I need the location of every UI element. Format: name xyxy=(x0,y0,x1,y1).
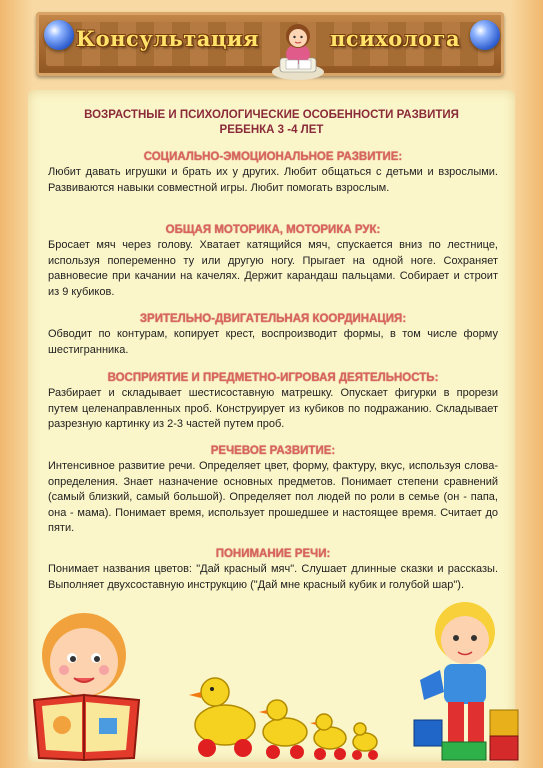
section-text: Любит давать игрушки и брать их у других. Любит общаться с детьми и взрослыми. Развиваются навыки совместной игры. Любит помогать взрослым. xyxy=(48,166,498,194)
section-visual-motor xyxy=(48,313,498,358)
section-motor-skills xyxy=(48,224,498,300)
section-text: Обводит по контурам, копирует крест, воспроизводит формы, в том числе форму шестигранника. xyxy=(48,328,498,356)
section-social-emotional xyxy=(48,151,498,196)
section-heading: РЕЧЕВОЕ РАЗВИТИЕ: xyxy=(210,445,336,457)
document-title xyxy=(55,108,488,138)
section-speech-development xyxy=(48,445,498,537)
document-title-line2: РЕБЕНКА 3 -4 ЛЕТ xyxy=(219,124,324,136)
toy-ducks-train-illustration xyxy=(185,670,385,762)
section-text: Понимает названия цветов: "Дай красный мяч". Слушает длинные сказки и рассказы. Выполняет двухсоставную инструкцию ("Дай мне красный кубик и голубой шар"). xyxy=(48,563,498,591)
section-text: Разбирает и складывает шестисоставную матрешку. Опускает фигурки в прорези путем целенаправленных проб. Конструирует из кубиков по подражанию. Складывает разрезную картинку из 2-3 частей путем проб. xyxy=(48,387,498,431)
psychologist-avatar-icon xyxy=(268,14,328,84)
section-heading: ОБЩАЯ МОТОРИКА, МОТОРИКА РУК: xyxy=(165,224,381,236)
child-reading-book-illustration xyxy=(14,600,164,765)
section-perception-play xyxy=(48,372,498,433)
section-heading: ВОСПРИЯТИЕ И ПРЕДМЕТНО-ИГРОВАЯ ДЕЯТЕЛЬНОСТЬ: xyxy=(107,372,439,384)
section-heading: ЗРИТЕЛЬНО-ДВИГАТЕЛЬНАЯ КООРДИНАЦИЯ: xyxy=(139,313,407,325)
section-heading: ПОНИМАНИЕ РЕЧИ: xyxy=(215,548,331,560)
document-title-line1: ВОЗРАСТНЫЕ И ПСИХОЛОГИЧЕСКИЕ ОСОБЕННОСТИ РАЗВИТИЯ xyxy=(84,109,459,121)
blue-ball-icon xyxy=(44,20,74,50)
header-word-consultation: Консультация xyxy=(76,26,259,51)
blue-ball-icon xyxy=(470,20,500,50)
section-heading: СОЦИАЛЬНО-ЭМОЦИОНАЛЬНОЕ РАЗВИТИЕ: xyxy=(143,151,403,163)
section-speech-understanding xyxy=(48,548,498,593)
child-playing-blocks-illustration xyxy=(400,590,535,765)
section-text: Бросает мяч через голову. Хватает катящийся мяч, спускается вниз по лестнице, используя попеременно ту или другую ногу. Прыгает на одной ноге. Сохраняет равновесие при качании на качелях. Держит карандаш пальцами. Собирает и строит из 9 кубиков. xyxy=(48,239,498,298)
header-word-psychologist: психолога xyxy=(330,26,461,51)
section-text: Интенсивное развитие речи. Определяет цвет, форму, фактуру, вкус, используя слова-определения. Знает назначение основных предметов. Понимает степени сравнений (самый близкий, самый большой). Определяет пол людей по роли в семье (он - папа, она - мама). Понимает время, использует прошедшее и настоящее время. Считает до пяти. xyxy=(48,460,498,535)
